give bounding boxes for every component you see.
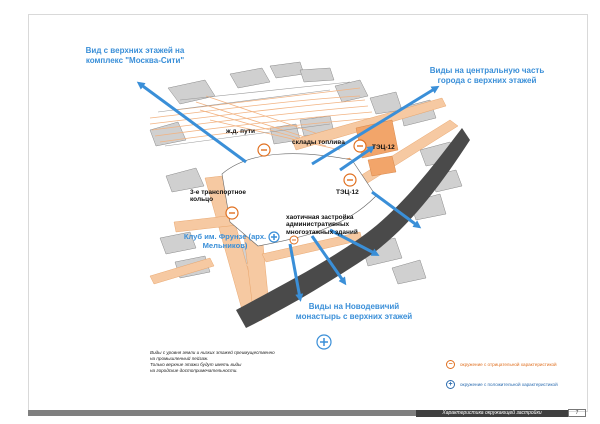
footer-bar: [28, 410, 416, 416]
view-novodevichy-label: Виды на Новодевичий монастырь с верхних этажей: [295, 302, 413, 321]
plus-icon: +: [446, 380, 455, 389]
note-line: Только верхние этажи будут иметь виды: [150, 361, 242, 367]
page-number: 7: [568, 409, 586, 417]
legend-negative: [446, 360, 557, 369]
minus-icon: −: [446, 360, 455, 369]
legend-positive: [446, 380, 558, 389]
tec-label-1: ТЭЦ-12: [372, 144, 395, 151]
fuel-label: склады топлива: [292, 139, 345, 146]
note-line: на городские достопримечательности.: [150, 367, 238, 373]
view-moscow-city-label: Вид с верхних этажей на комплекс "Москва-Сити": [85, 46, 185, 65]
chaotic-label: хаотичная застройка административных многоэтажных зданий: [286, 214, 358, 236]
tec-label-2: ТЭЦ-12: [336, 189, 359, 196]
note-line: на промышленный пейзаж.: [150, 355, 209, 361]
legend-positive-text: окружение с положительной характеристикой: [460, 382, 558, 387]
rail-label: ж.д. пути: [226, 128, 255, 135]
club-label: Клуб им. Фрунзе (арх. Мельников): [183, 232, 267, 251]
legend-negative-text: окружение с отрицательной характеристикой: [460, 362, 557, 367]
note: [150, 350, 320, 374]
ring-label: 3-е транспортное кольцо: [190, 189, 246, 204]
note-line: Виды с уровня земли и низких этажей преимущественно: [150, 350, 275, 355]
view-center-label: Виды на центральную часть города с верхних этажей: [429, 66, 545, 85]
footer-title: Характеристика окружающей застройки: [416, 410, 568, 417]
